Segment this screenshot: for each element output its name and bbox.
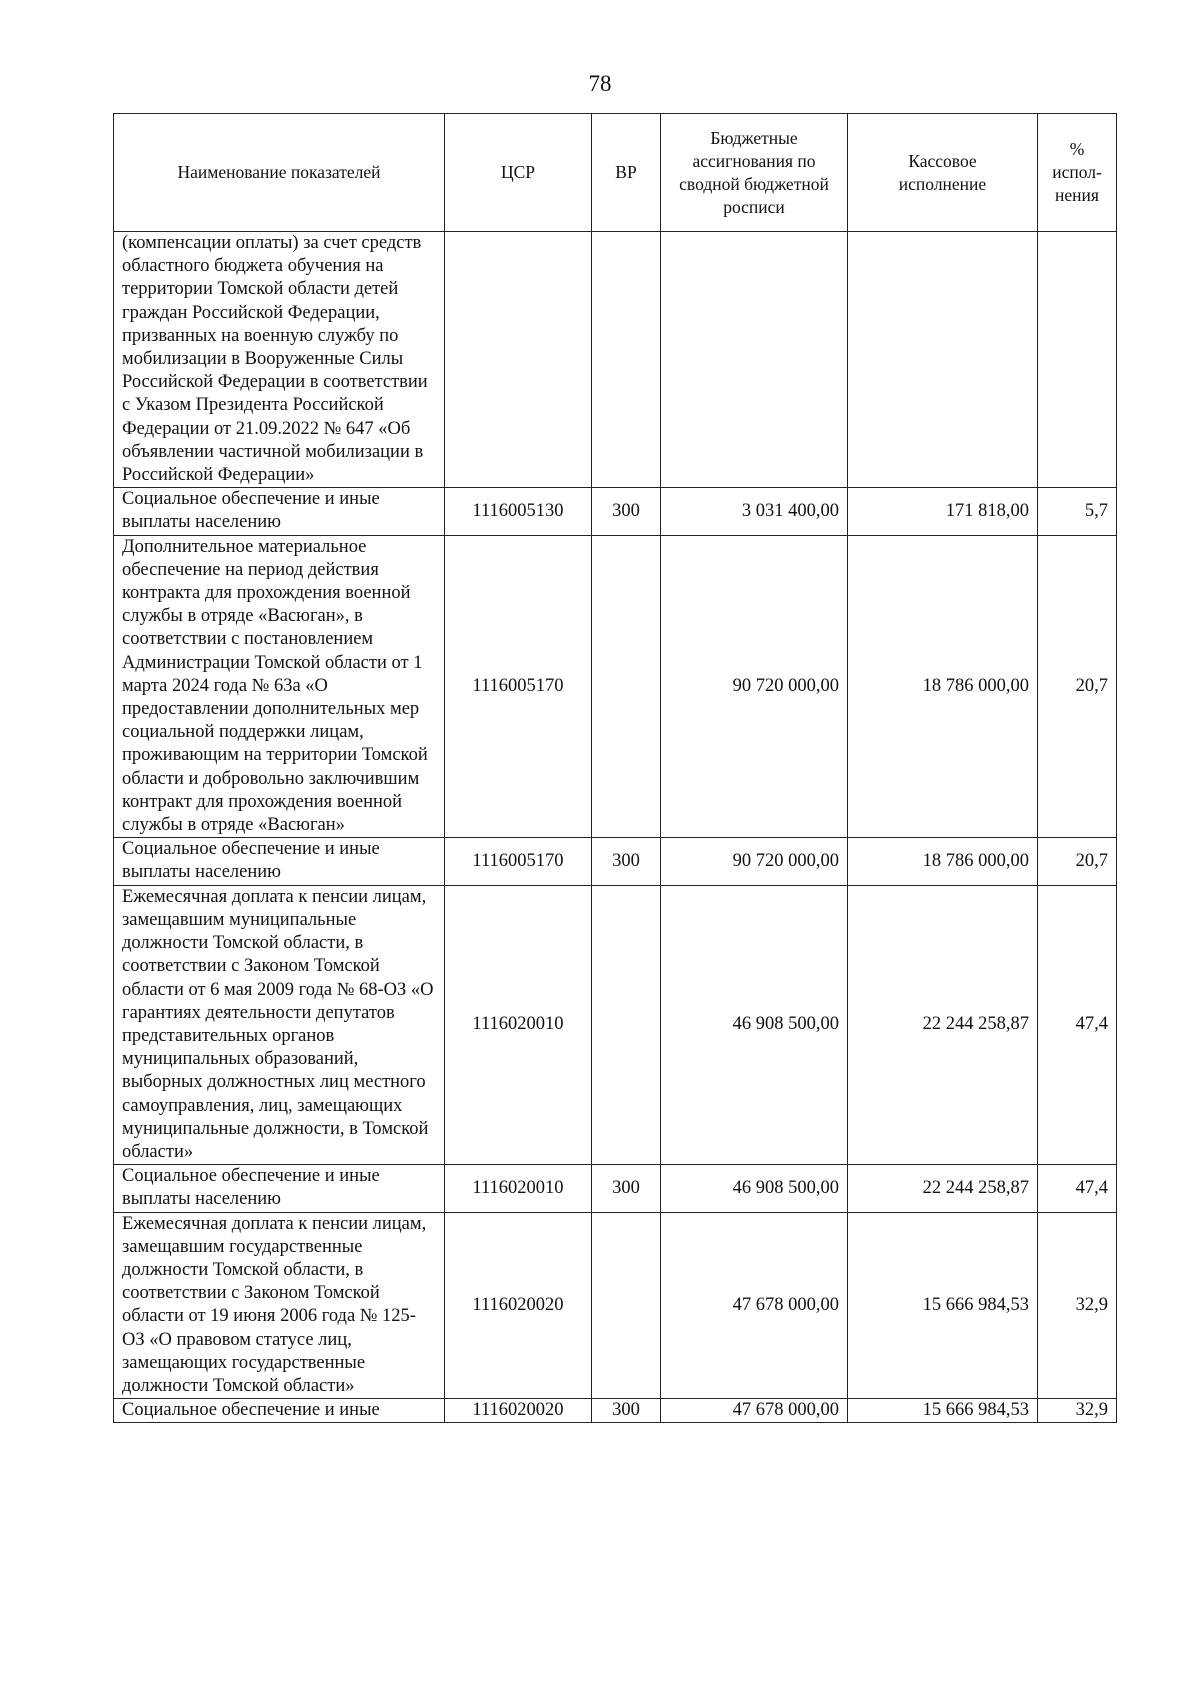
row-csr: 1116020020	[445, 1399, 592, 1423]
row-cash: 18 786 000,00	[848, 535, 1038, 838]
row-vr: 300	[592, 1399, 661, 1423]
table-row	[114, 535, 1117, 838]
row-csr: 1116020020	[445, 1212, 592, 1399]
header-cash: Кассовое исполнение	[848, 114, 1038, 232]
row-budget	[661, 232, 848, 488]
row-csr: 1116005130	[445, 488, 592, 535]
row-csr: 1116020010	[445, 885, 592, 1164]
row-cash: 15 666 984,53	[848, 1212, 1038, 1399]
row-cash: 22 244 258,87	[848, 885, 1038, 1164]
row-budget: 47 678 000,00	[661, 1399, 848, 1423]
table-row	[114, 1399, 1117, 1423]
row-cash: 22 244 258,87	[848, 1165, 1038, 1212]
row-vr	[592, 1212, 661, 1399]
header-name: Наименование показателей	[114, 114, 445, 232]
row-pct: 47,4	[1038, 885, 1117, 1164]
row-name: Ежемесячная доплата к пенсии лицам, замещавшим муниципальные должности Томской области, в соответствии с Законом Томской области от 6 мая 2009 года № 68-ОЗ «О гарантиях деятельности депутатов представительных органов муниципальных образований, выборных должностных лиц местного самоуправления, лиц, замещающих муниципальные должности, в Томской области»	[114, 885, 445, 1164]
header-vr: ВР	[592, 114, 661, 232]
row-vr	[592, 232, 661, 488]
row-vr	[592, 885, 661, 1164]
budget-table	[113, 113, 1117, 1423]
row-cash: 171 818,00	[848, 488, 1038, 535]
row-pct: 32,9	[1038, 1399, 1117, 1423]
row-budget: 3 031 400,00	[661, 488, 848, 535]
row-name: Социальное обеспечение и иные выплаты населению	[114, 1165, 445, 1212]
header-budget: Бюджетные ассигнования по сводной бюджетной росписи	[661, 114, 848, 232]
page-number: 78	[588, 71, 612, 96]
row-budget: 90 720 000,00	[661, 535, 848, 838]
row-name: Социальное обеспечение и иные выплаты населению	[114, 838, 445, 885]
row-vr: 300	[592, 838, 661, 885]
row-pct: 47,4	[1038, 1165, 1117, 1212]
row-pct	[1038, 232, 1117, 488]
table-row	[114, 232, 1117, 488]
row-name: Социальное обеспечение и иные	[114, 1399, 445, 1423]
row-cash	[848, 232, 1038, 488]
row-vr: 300	[592, 488, 661, 535]
row-vr: 300	[592, 1165, 661, 1212]
table-row	[114, 838, 1117, 885]
header-pct: % испол-нения	[1038, 114, 1117, 232]
row-budget: 46 908 500,00	[661, 1165, 848, 1212]
row-name: Социальное обеспечение и иные выплаты населению	[114, 488, 445, 535]
row-csr: 1116005170	[445, 838, 592, 885]
row-csr: 1116020010	[445, 1165, 592, 1212]
row-name: Ежемесячная доплата к пенсии лицам, замещавшим государственные должности Томской области, в соответствии с Законом Томской области от 19 июня 2006 года № 125-ОЗ «О правовом статусе лиц, замещающих государственные должности Томской области»	[114, 1212, 445, 1399]
row-csr: 1116005170	[445, 535, 592, 838]
row-pct: 5,7	[1038, 488, 1117, 535]
table-header-row	[114, 114, 1117, 232]
row-pct: 20,7	[1038, 838, 1117, 885]
row-pct: 20,7	[1038, 535, 1117, 838]
row-vr	[592, 535, 661, 838]
row-budget: 46 908 500,00	[661, 885, 848, 1164]
row-pct: 32,9	[1038, 1212, 1117, 1399]
table-row	[114, 1165, 1117, 1212]
table-row	[114, 885, 1117, 1164]
table-row	[114, 1212, 1117, 1399]
table-row	[114, 488, 1117, 535]
row-name: Дополнительное материальное обеспечение на период действия контракта для прохождения военной службы в отряде «Васюган», в соответствии с постановлением Администрации Томской области от 1 марта 2024 года № 63а «О предоставлении дополнительных мер социальной поддержки лицам, проживающим на территории Томской области и добровольно заключившим контракт для прохождения военной службы в отряде «Васюган»	[114, 535, 445, 838]
row-budget: 47 678 000,00	[661, 1212, 848, 1399]
row-cash: 18 786 000,00	[848, 838, 1038, 885]
row-name: (компенсации оплаты) за счет средств областного бюджета обучения на территории Томской области детей граждан Российской Федерации, призванных на военную службу по мобилизации в Вооруженные Силы Российской Федерации в соответствии с Указом Президента Российской Федерации от 21.09.2022 № 647 «Об объявлении частичной мобилизации в Российской Федерации»	[114, 232, 445, 488]
row-cash: 15 666 984,53	[848, 1399, 1038, 1423]
row-budget: 90 720 000,00	[661, 838, 848, 885]
row-csr	[445, 232, 592, 488]
header-csr: ЦСР	[445, 114, 592, 232]
